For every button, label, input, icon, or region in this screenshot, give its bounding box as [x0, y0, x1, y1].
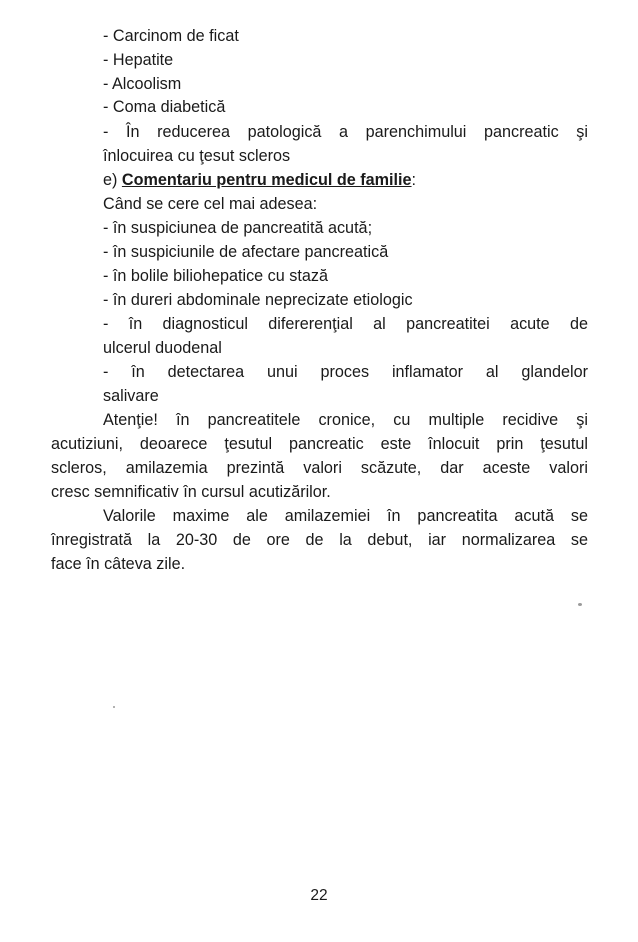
list-item: - în diagnosticul difererenţial al pancreatitei acute de — [103, 315, 588, 333]
paragraph-line: înregistrată la 20-30 de ore de la debut, iar normalizarea se — [51, 531, 588, 549]
paragraph-line: Atenţie! în pancreatitele cronice, cu multiple recidive şi — [103, 411, 588, 429]
list-item-continuation: salivare — [103, 387, 159, 405]
heading-suffix: : — [411, 171, 417, 189]
list-item: - Carcinom de ficat — [103, 27, 239, 45]
intro-text: Când se cere cel mai adesea: — [103, 195, 318, 213]
list-item: - Hepatite — [103, 51, 174, 69]
heading-prefix: e) — [103, 171, 122, 189]
paragraph-line: Valorile maxime ale amilazemiei în pancreatita acută se — [103, 507, 588, 525]
list-item: - în dureri abdominale neprecizate etiologic — [103, 291, 413, 309]
list-item: - Alcoolism — [103, 75, 182, 93]
list-item: - în bolile biliohepatice cu stază — [103, 267, 328, 285]
page-number: 22 — [310, 887, 328, 904]
list-item: - Coma diabetică — [103, 98, 226, 116]
section-heading — [103, 169, 416, 192]
list-item: - În reducerea patologică a parenchimului pancreatic şi — [103, 123, 588, 141]
paragraph-line: scleros, amilazemia prezintă valori scăzute, dar aceste valori — [51, 459, 588, 477]
scan-speck — [578, 603, 582, 606]
heading-text: Comentariu pentru medicul de familie — [121, 171, 412, 189]
paragraph-line: face în câteva zile. — [51, 555, 186, 573]
list-item: - în suspiciunile de afectare pancreatică — [103, 243, 389, 261]
list-item-continuation: ulcerul duodenal — [103, 339, 222, 357]
list-item: - în suspiciunea de pancreatită acută; — [103, 219, 373, 237]
paragraph-line: cresc semnificativ în cursul acutizărilor. — [51, 483, 331, 501]
scan-speck — [113, 706, 115, 708]
list-item: - în detectarea unui proces inflamator al glandelor — [103, 363, 588, 381]
list-item-continuation: înlocuirea cu ţesut scleros — [103, 147, 291, 165]
paragraph-line: acutiziuni, deoarece ţesutul pancreatic este înlocuit prin ţesutul — [51, 435, 588, 453]
